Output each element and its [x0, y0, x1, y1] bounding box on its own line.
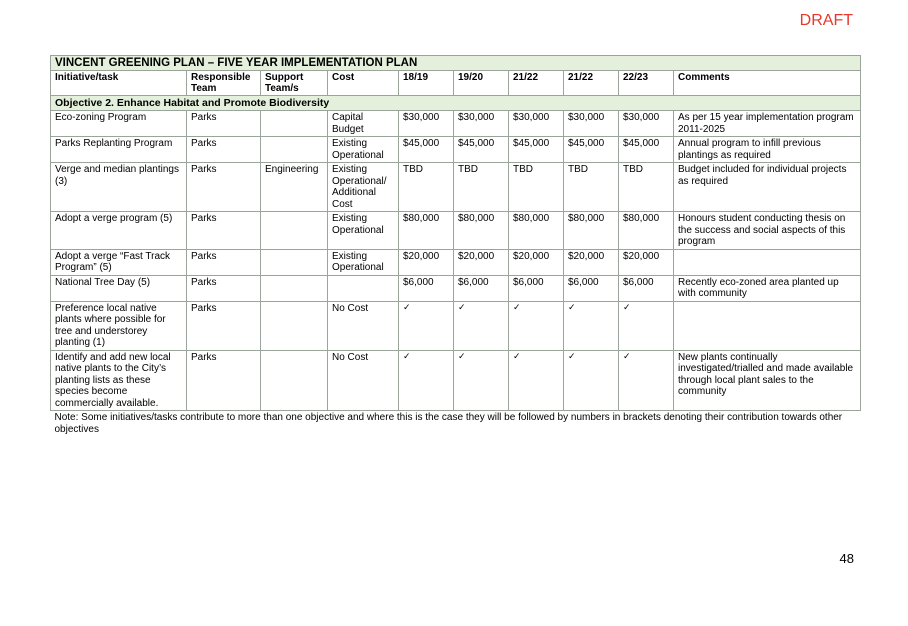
cell-cost: Existing Operational: [328, 137, 399, 163]
cell-year-5: $20,000: [619, 249, 674, 275]
cell-year-4: $20,000: [564, 249, 619, 275]
cell-support: [261, 350, 328, 411]
column-header-row: [51, 71, 861, 96]
draft-watermark: DRAFT: [799, 12, 853, 29]
cell-year-4: $6,000: [564, 275, 619, 301]
check-icon: ✓: [509, 350, 564, 411]
cell-cost: Existing Operational: [328, 212, 399, 250]
cell-year-2: TBD: [454, 163, 509, 212]
header-support: Support Team/s: [261, 71, 328, 96]
cell-year-3: $30,000: [509, 111, 564, 137]
cell-year-3: TBD: [509, 163, 564, 212]
cell-responsible: Parks: [187, 350, 261, 411]
cell-responsible: Parks: [187, 275, 261, 301]
cell-year-1: $6,000: [399, 275, 454, 301]
cell-initiative: Eco-zoning Program: [51, 111, 187, 137]
cell-cost: No Cost: [328, 350, 399, 411]
cell-support: [261, 212, 328, 250]
note-row: [51, 411, 861, 438]
cell-initiative: Preference local native plants where possible for tree and understorey planting (1): [51, 301, 187, 350]
cell-initiative: Adopt a verge program (5): [51, 212, 187, 250]
cell-support: [261, 111, 328, 137]
cell-comments: New plants continually investigated/trialled and made available through local plant sales to the community: [674, 350, 861, 411]
cell-year-1: TBD: [399, 163, 454, 212]
cell-cost: Existing Operational/ Additional Cost: [328, 163, 399, 212]
check-icon: ✓: [454, 350, 509, 411]
cell-year-4: TBD: [564, 163, 619, 212]
header-year-5: 22/23: [619, 71, 674, 96]
cell-support: [261, 137, 328, 163]
cell-year-2: $20,000: [454, 249, 509, 275]
cell-year-2: $45,000: [454, 137, 509, 163]
cell-cost: Existing Operational: [328, 249, 399, 275]
cell-initiative: Adopt a verge “Fast Track Program” (5): [51, 249, 187, 275]
cell-year-1: $80,000: [399, 212, 454, 250]
check-icon: ✓: [454, 301, 509, 350]
objective-heading: Objective 2. Enhance Habitat and Promote Biodiversity: [51, 96, 861, 111]
implementation-plan-table: [50, 55, 861, 437]
header-cost: Cost: [328, 71, 399, 96]
cell-year-5: $6,000: [619, 275, 674, 301]
cell-initiative: Verge and median plantings (3): [51, 163, 187, 212]
cell-initiative: Identify and add new local native plants to the City’s planting lists as these species become commercially available.: [51, 350, 187, 411]
cell-year-2: $6,000: [454, 275, 509, 301]
table-row: [51, 350, 861, 411]
cell-year-5: $45,000: [619, 137, 674, 163]
check-icon: ✓: [399, 301, 454, 350]
cell-year-3: $20,000: [509, 249, 564, 275]
table-row: [51, 212, 861, 250]
cell-comments: Honours student conducting thesis on the success and social aspects of this program: [674, 212, 861, 250]
check-icon: ✓: [564, 301, 619, 350]
cell-cost: No Cost: [328, 301, 399, 350]
cell-support: [261, 249, 328, 275]
cell-responsible: Parks: [187, 137, 261, 163]
cell-comments: [674, 301, 861, 350]
cell-year-1: $45,000: [399, 137, 454, 163]
cell-year-5: TBD: [619, 163, 674, 212]
cell-year-2: $80,000: [454, 212, 509, 250]
check-icon: ✓: [619, 301, 674, 350]
header-year-4: 21/22: [564, 71, 619, 96]
cell-responsible: Parks: [187, 249, 261, 275]
header-year-1: 18/19: [399, 71, 454, 96]
header-comments: Comments: [674, 71, 861, 96]
cell-support: Engineering: [261, 163, 328, 212]
header-year-2: 19/20: [454, 71, 509, 96]
cell-comments: Annual program to infill previous plantings as required: [674, 137, 861, 163]
header-initiative: Initiative/task: [51, 71, 187, 96]
cell-support: [261, 275, 328, 301]
cell-year-4: $80,000: [564, 212, 619, 250]
table-row: [51, 301, 861, 350]
cell-year-2: $30,000: [454, 111, 509, 137]
objective-row: [51, 96, 861, 111]
table-row: [51, 249, 861, 275]
page-number: 48: [839, 551, 854, 566]
table-title-row: [51, 56, 861, 71]
cell-year-4: $45,000: [564, 137, 619, 163]
table-row: [51, 111, 861, 137]
cell-support: [261, 301, 328, 350]
cell-cost: [328, 275, 399, 301]
check-icon: ✓: [619, 350, 674, 411]
cell-initiative: Parks Replanting Program: [51, 137, 187, 163]
cell-comments: As per 15 year implementation program 2011-2025: [674, 111, 861, 137]
cell-year-3: $45,000: [509, 137, 564, 163]
table-row: [51, 163, 861, 212]
check-icon: ✓: [564, 350, 619, 411]
cell-comments: Recently eco-zoned area planted up with community: [674, 275, 861, 301]
cell-year-4: $30,000: [564, 111, 619, 137]
header-responsible: Responsible Team: [187, 71, 261, 96]
cell-comments: [674, 249, 861, 275]
cell-year-5: $80,000: [619, 212, 674, 250]
table-row: [51, 137, 861, 163]
cell-year-3: $80,000: [509, 212, 564, 250]
check-icon: ✓: [509, 301, 564, 350]
cell-responsible: Parks: [187, 301, 261, 350]
header-year-3: 21/22: [509, 71, 564, 96]
cell-responsible: Parks: [187, 212, 261, 250]
cell-year-1: $20,000: [399, 249, 454, 275]
cell-cost: Capital Budget: [328, 111, 399, 137]
table-note: Note: Some initiatives/tasks contribute to more than one objective and where this is the case they will be followed by numbers in brackets denoting their contribution towards other objectives: [51, 411, 861, 438]
cell-initiative: National Tree Day (5): [51, 275, 187, 301]
cell-year-5: $30,000: [619, 111, 674, 137]
cell-responsible: Parks: [187, 163, 261, 212]
cell-comments: Budget included for individual projects as required: [674, 163, 861, 212]
check-icon: ✓: [399, 350, 454, 411]
table-row: [51, 275, 861, 301]
cell-year-3: $6,000: [509, 275, 564, 301]
cell-responsible: Parks: [187, 111, 261, 137]
table-title: VINCENT GREENING PLAN – FIVE YEAR IMPLEMENTATION PLAN: [51, 56, 861, 71]
cell-year-1: $30,000: [399, 111, 454, 137]
